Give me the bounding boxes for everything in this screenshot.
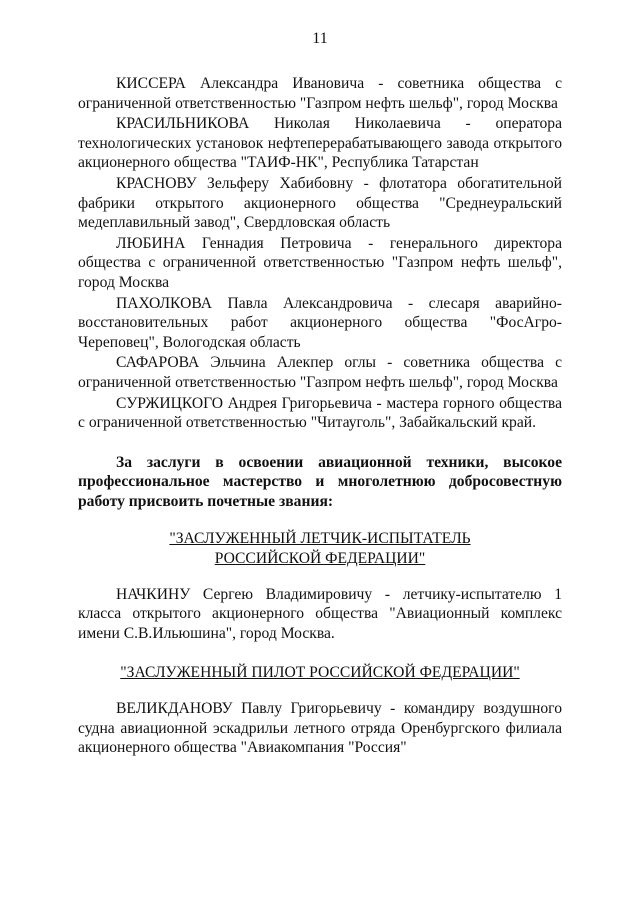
award-entry-safarova: САФАРОВА Эльчина Алекпер оглы - советника общества с ограниченной ответственностью "Газпром нефть шельф", город Москва (78, 354, 562, 391)
award-entry-velikdanovu: ВЕЛИКДАНОВУ Павлу Григорьевичу - командиру воздушного судна авиационной эскадрильи летного отряда Оренбургского филиала акционерного общества "Авиакомпания "Россия" (78, 700, 562, 757)
award-entry-nachkinu: НАЧКИНУ Сергею Владимировичу - летчику-испытателю 1 класса открытого акционерного общества "Авиационный комплекс имени С.В.Ильюшина", город Москва. (78, 585, 562, 642)
section-heading: За заслуги в освоении авиационной техники, высокое профессиональное мастерство и многолетнюю добросовестную работу присвоить почетные звания: (78, 453, 562, 510)
award-entry-krasnovu: КРАСНОВУ Зельферу Хабибовну - флотатора обогатительной фабрики открытого акционерного общества "Среднеуральский медеплавильный завод", Свердловская область (78, 174, 562, 232)
title-line-1: "ЗАСЛУЖЕННЫЙ ЛЕТЧИК-ИСПЫТАТЕЛЬ (169, 530, 471, 548)
award-entry-krasilnikova: КРАСИЛЬНИКОВА Николая Николаевича - оператора технологических установок нефтеперерабатывающего завода открытого акционерного общества "ТАИФ-НК", Республика Татарстан (78, 115, 562, 172)
title-honored-pilot: "ЗАСЛУЖЕННЫЙ ПИЛОТ РОССИЙСКОЙ ФЕДЕРАЦИИ" (120, 664, 520, 682)
award-entry-surzhitskogo: СУРЖИЦКОГО Андрея Григорьевича - мастера горного общества с ограниченной ответственностью "Читауголь", Забайкальский край. (78, 394, 562, 432)
page-number: 11 (312, 30, 328, 47)
title-honored-test-pilot (78, 529, 562, 568)
award-entry-lyubina: ЛЮБИНА Геннадия Петровича - генерального директора общества с ограниченной ответственностью "Газпром нефть шельф", город Москва (78, 234, 562, 291)
award-entry-paholkova: ПАХОЛКОВА Павла Александровича - слесаря аварийно-восстановительных работ акционерного общества "ФосАгро-Череповец", Вологодская область (78, 294, 562, 351)
award-entry-kissera: КИССЕРА Александра Ивановича - советника общества с ограниченной ответственностью "Газпром нефть шельф", город Москва (78, 75, 562, 112)
title-line-2: РОССИЙСКОЙ ФЕДЕРАЦИИ" (214, 550, 426, 568)
document-body (78, 74, 562, 759)
